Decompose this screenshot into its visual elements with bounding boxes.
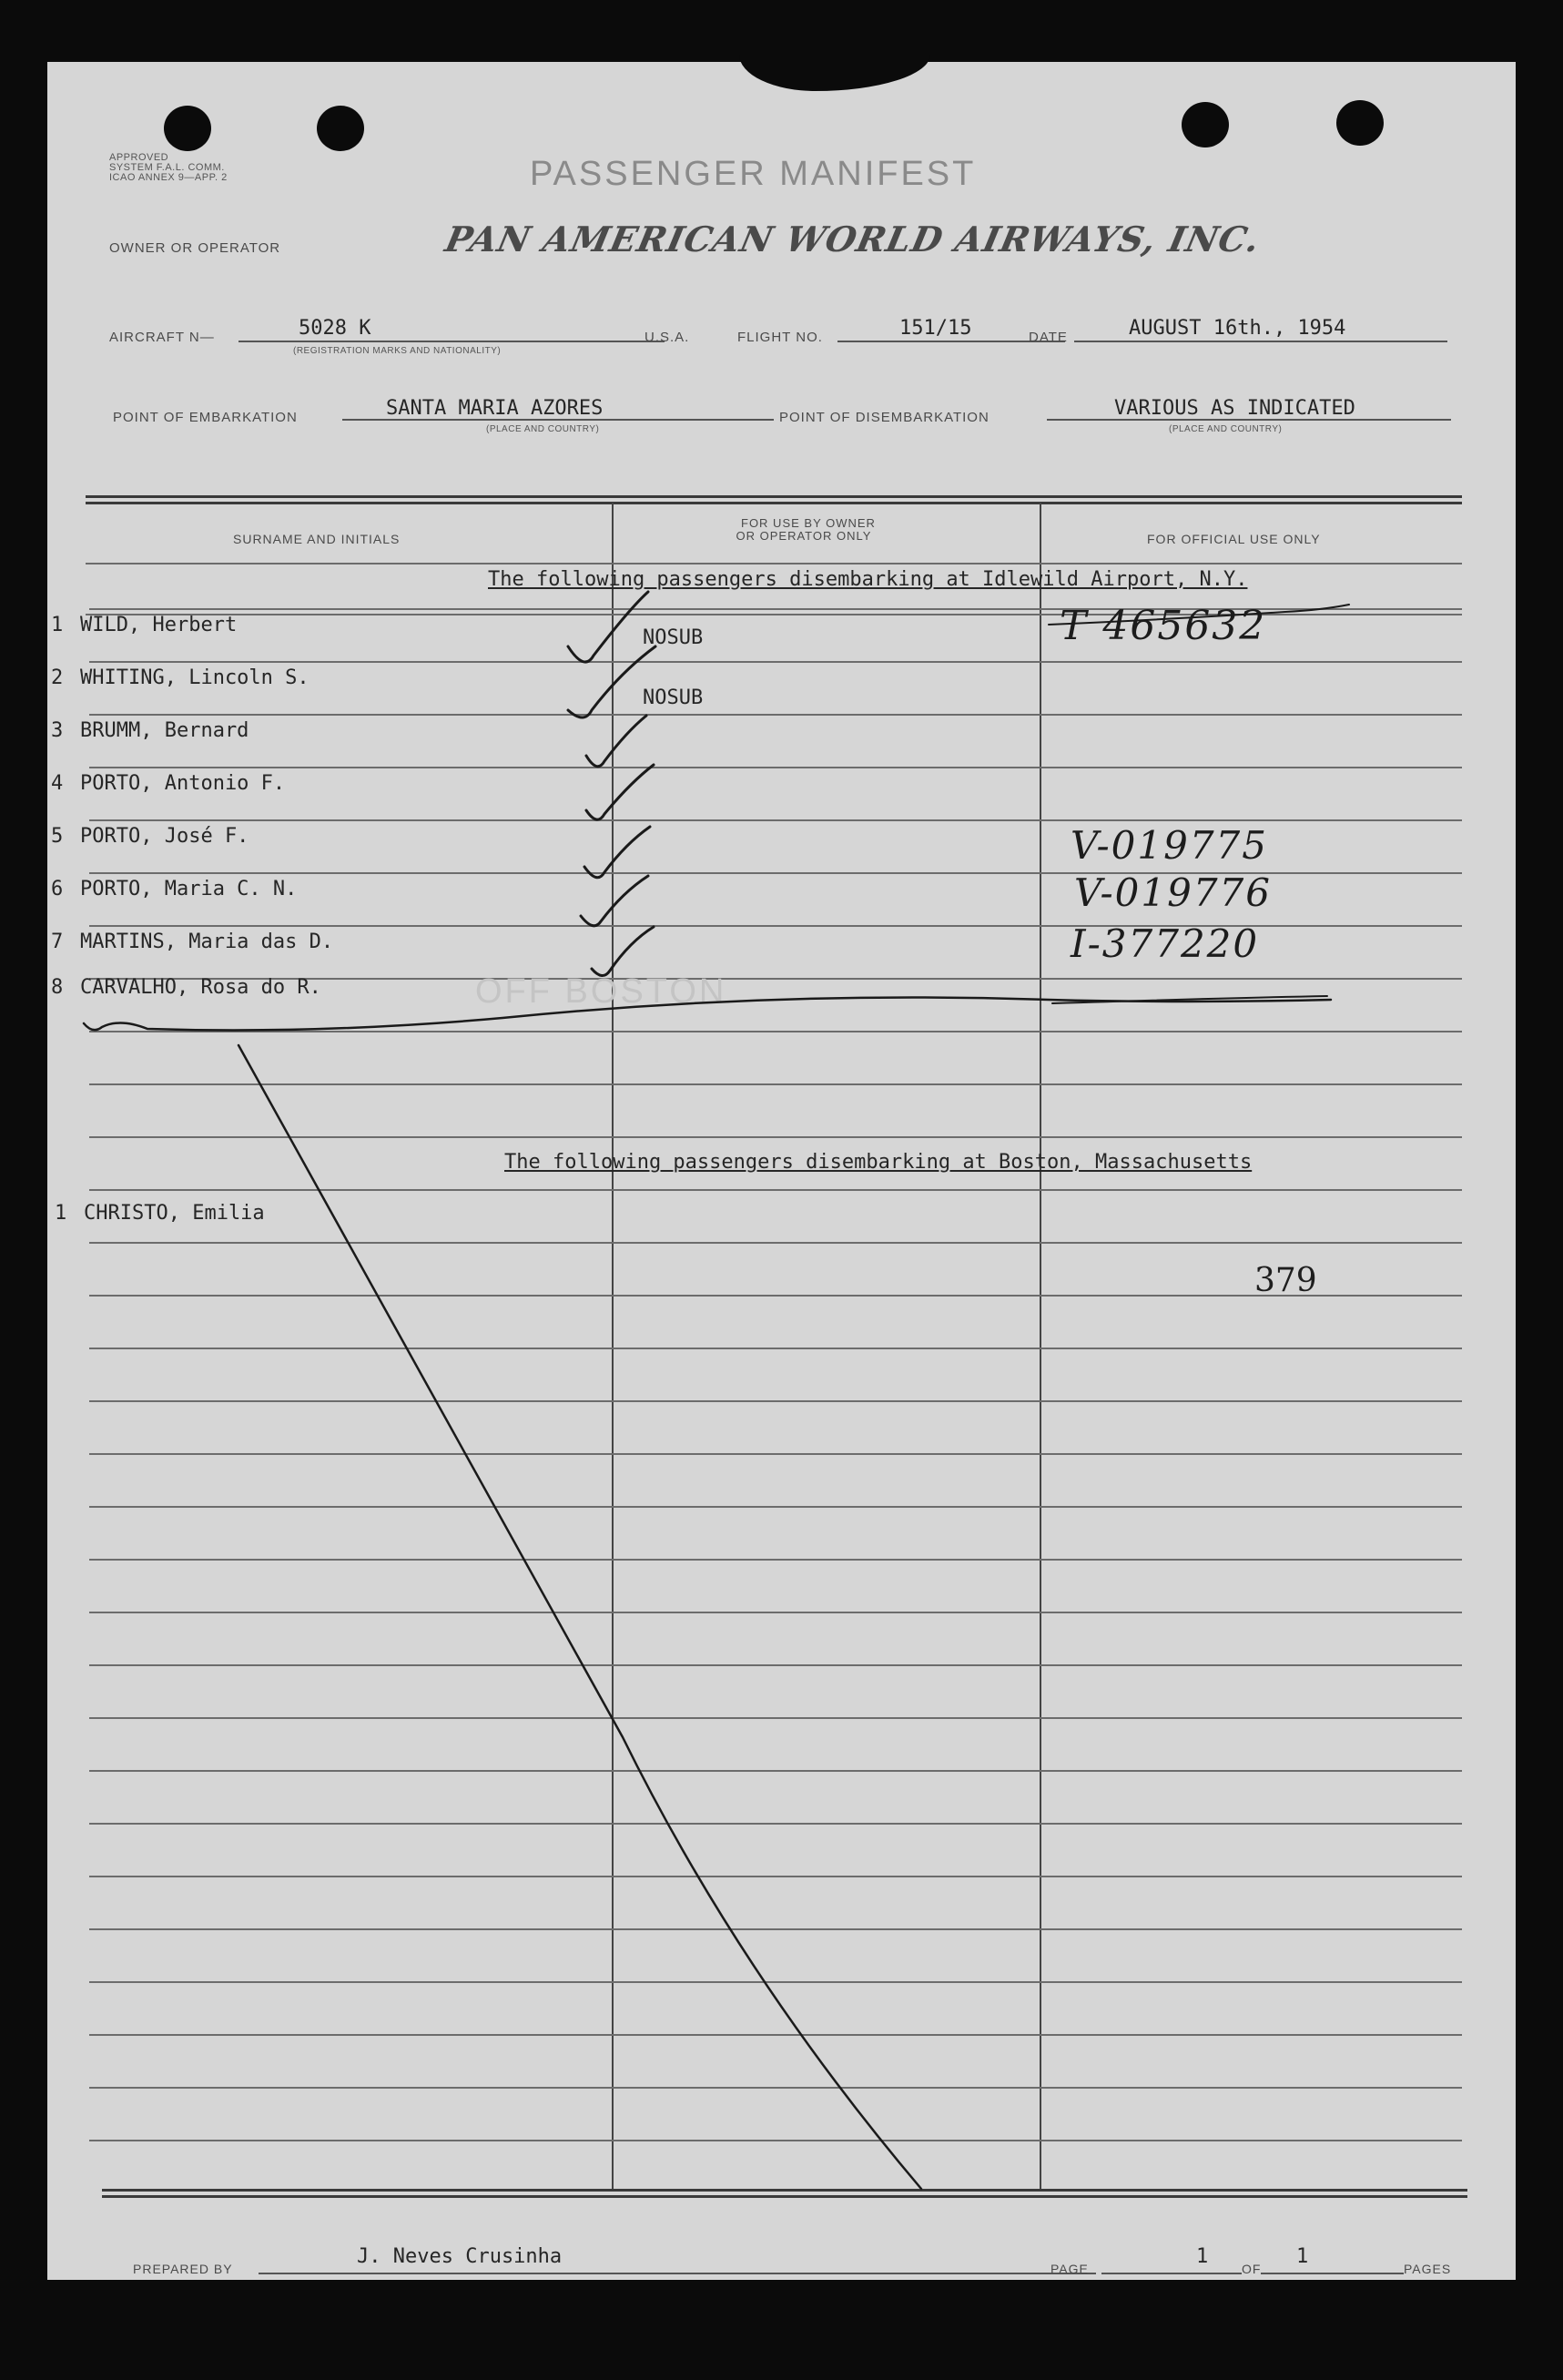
row-number: 8 [51,976,64,999]
passenger-name: MARTINS, Maria das D. [80,931,334,953]
section-heading-boston: The following passengers disembarking at Boston, Massachusetts [504,1151,1253,1174]
operator-note: NOSUB [643,626,704,649]
column-header-operator-line: FOR USE BY OWNER [741,516,876,530]
of-value: 1 [1296,2245,1309,2268]
passenger-name: WHITING, Lincoln S. [80,666,310,689]
aircraft-label: AIRCRAFT N— [109,330,215,345]
checkmark-icon [568,646,655,717]
row-number: 1 [51,614,64,636]
passenger-name: WILD, Herbert [80,614,238,636]
official-note: V-019776 [1074,870,1272,915]
row-number: 2 [51,666,64,689]
aircraft-value: 5028 K [299,317,371,340]
faint-stamp: OFF BOSTON [475,972,727,1011]
embarkation-label: POINT OF EMBARKATION [113,410,298,425]
passenger-name: CHRISTO, Emilia [84,1202,265,1225]
prepared-by-label: PREPARED BY [133,2262,233,2276]
checkmark-icon [592,927,654,976]
stamped-number: 379 [1254,1262,1317,1299]
operator-note: NOSUB [643,687,704,709]
row-number: 3 [51,719,64,742]
owner-label: OWNER OR OPERATOR [109,240,281,256]
disembarkation-label: POINT OF DISEMBARKATION [779,410,990,425]
page-label: PAGE [1050,2262,1089,2276]
diagonal-cancel-line [239,1045,921,2189]
disembarkation-value: VARIOUS AS INDICATED [1114,397,1355,420]
prepared-by-value: J. Neves Crusinha [357,2245,563,2268]
checkmark-icon [568,592,648,662]
passenger-name: CARVALHO, Rosa do R. [80,976,321,999]
flight-label: FLIGHT NO. [737,330,823,345]
embarkation-value: SANTA MARIA AZORES [386,397,604,420]
row-number: 1 [55,1202,67,1225]
disembarkation-sublabel: (PLACE AND COUNTRY) [1169,424,1283,434]
official-note: I-377220 [1071,921,1260,966]
official-note: T 465632 [1060,603,1267,649]
row-number: 4 [51,772,64,795]
pages-label: PAGES [1404,2262,1452,2276]
passenger-name: BRUMM, Bernard [80,719,249,742]
aircraft-sublabel: (REGISTRATION MARKS AND NATIONALITY) [293,346,502,356]
date-label: DATE [1029,330,1068,345]
checkmark-icon [584,827,650,878]
handwriting-overlay [47,62,1516,2280]
flight-value: 151/15 [899,317,972,340]
passenger-name: PORTO, Antonio F. [80,772,286,795]
underline-stroke [1049,605,1349,625]
page-value: 1 [1196,2245,1209,2268]
checkmark-icon [581,876,648,926]
approval-line: SYSTEM F.A.L. COMM. [109,162,225,173]
approval-line: APPROVED [109,152,169,163]
usa-label: U.S.A. [644,330,690,345]
column-header-official: FOR OFFICIAL USE ONLY [1147,532,1321,546]
row-number: 6 [51,878,64,900]
passenger-name: PORTO, Maria C. N. [80,878,298,900]
strike-through-line [84,998,1331,1031]
approval-line: ICAO ANNEX 9—APP. 2 [109,172,228,183]
checkmark-icon [586,716,646,767]
checkmark-icon [586,765,654,819]
manifest-sheet [47,62,1516,2280]
section-heading-idlewild: The following passengers disembarking at Idlewild Airport, N.Y. [488,568,1248,591]
date-value: AUGUST 16th., 1954 [1129,317,1346,340]
row-number: 7 [51,931,64,953]
official-note: V-019775 [1071,823,1268,868]
column-header-operator-line: OR OPERATOR ONLY [736,529,872,543]
form-title: PASSENGER MANIFEST [530,155,977,193]
column-header-surname: SURNAME AND INITIALS [233,532,401,546]
of-label: OF [1242,2262,1262,2276]
operator-name: PAN AMERICAN WORLD AIRWAYS, INC. [441,219,1264,259]
row-number: 5 [51,825,64,848]
embarkation-sublabel: (PLACE AND COUNTRY) [486,424,600,434]
passenger-name: PORTO, José F. [80,825,249,848]
